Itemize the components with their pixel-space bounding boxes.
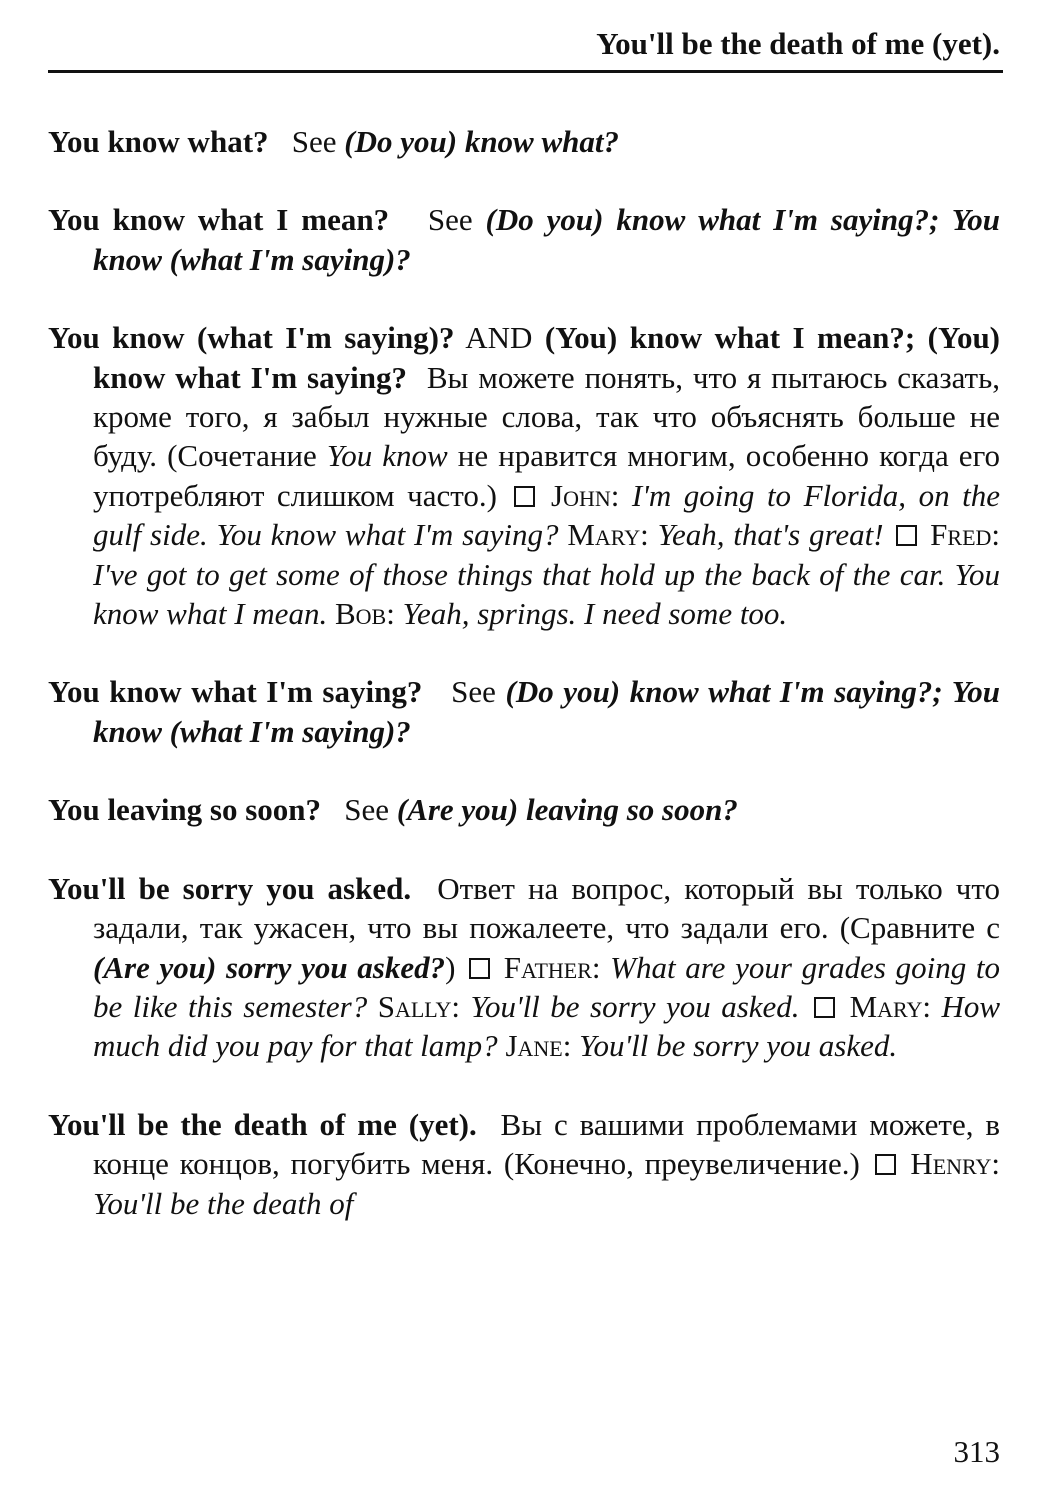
headword: You leaving so soon? <box>48 792 322 828</box>
example-box-icon <box>514 486 535 507</box>
example-box-icon <box>875 1154 896 1175</box>
dictionary-column <box>48 122 1000 1262</box>
speaker: Bob: <box>334 596 395 632</box>
example-text: Yeah, that's great! <box>657 517 884 553</box>
cross-reference: (Do you) know what I'm saying?; You know (what I'm saying)? <box>93 674 1001 749</box>
entry-you-know-what-i-mean <box>48 200 1000 279</box>
example-box-icon <box>896 525 917 546</box>
definition-note: не нравится многим, особенно когда его употребляют слишком часто.) <box>93 438 1001 513</box>
speaker: Sally: <box>377 988 461 1024</box>
headword: You know what I mean? <box>48 202 390 238</box>
headword: You know what? <box>48 124 269 159</box>
example-text: What are your grades going to be like this semester? <box>93 949 1001 1024</box>
entry-you-leaving-so-soon <box>48 790 1000 829</box>
speaker: Henry: <box>910 1146 1001 1182</box>
headword-variant: (You) know what I'm saying? <box>93 320 1001 395</box>
cross-reference: (Do you) know what? <box>344 124 620 159</box>
entry-you-know-what-im-saying <box>48 672 1000 751</box>
see-label: See <box>451 674 496 710</box>
header-rule <box>48 70 1003 73</box>
speaker: Jane: <box>505 1028 572 1064</box>
headword: You'll be sorry you asked. <box>48 870 412 906</box>
definition: Вы можете понять, что я пытаюсь сказать, кроме того, я забыл нужные слова, так что объяснять больше не буду. (Сочетание <box>93 359 1000 474</box>
speaker: Father: <box>503 949 601 985</box>
speaker: John: <box>551 477 620 513</box>
example-text: You'll be sorry you asked. <box>470 988 800 1024</box>
entry-you-know-what <box>48 122 1000 161</box>
speaker: Fred: <box>930 517 1001 553</box>
example-text: I've got to get some of those things that hold up the back of the car. You know what I mean. <box>93 556 1000 632</box>
cross-reference: (Are you) leaving so soon? <box>396 792 738 828</box>
see-label: See <box>427 202 473 238</box>
entry-youll-be-sorry-you-asked <box>48 869 1000 1066</box>
example-text: You'll be sorry you asked. <box>579 1028 898 1064</box>
example-text: How much did you pay for that lamp? <box>93 988 1001 1064</box>
entry-you-know-what-im-saying-main <box>48 318 1000 633</box>
speaker: Mary: <box>567 517 649 553</box>
running-head: You'll be the death of me (yet). <box>596 26 1000 61</box>
headword-variant: (You) know what I mean?; <box>544 320 916 356</box>
note-phrase: You know <box>326 438 448 474</box>
cross-reference: (Do you) know what I'm saying?; You know (what I'm saying)? <box>93 202 1001 277</box>
entry-youll-be-the-death-of-me <box>48 1105 1000 1223</box>
example-box-icon <box>814 997 835 1018</box>
example-box-icon <box>469 958 490 979</box>
headword: You know (what I'm saying)? <box>48 320 455 356</box>
cross-reference: (Are you) sorry you asked? <box>93 949 446 985</box>
headword: You'll be the death of me (yet). <box>48 1106 477 1142</box>
example-text: I'm going to Florida, on the gulf side. You know what I'm saying? <box>93 477 1000 553</box>
closing-paren: ) <box>445 949 456 985</box>
see-label: See <box>344 792 390 828</box>
see-label: See <box>291 124 337 159</box>
example-text: Yeah, springs. I need some too. <box>402 596 788 632</box>
definition: Вы с вашими проблемами можете, в конце концов, погубить меня. (Конечно, преувеличение.) <box>93 1106 1000 1182</box>
page-number: 313 <box>953 1434 1000 1469</box>
definition: Ответ на вопрос, который вы только что задали, так ужасен, что вы пожалеете, что задали его. (Сравните с <box>93 870 1001 946</box>
example-text: You'll be the death of <box>93 1185 354 1221</box>
and-label: AND <box>465 320 533 356</box>
speaker: Mary: <box>849 988 931 1024</box>
headword: You know what I'm saying? <box>48 674 423 710</box>
